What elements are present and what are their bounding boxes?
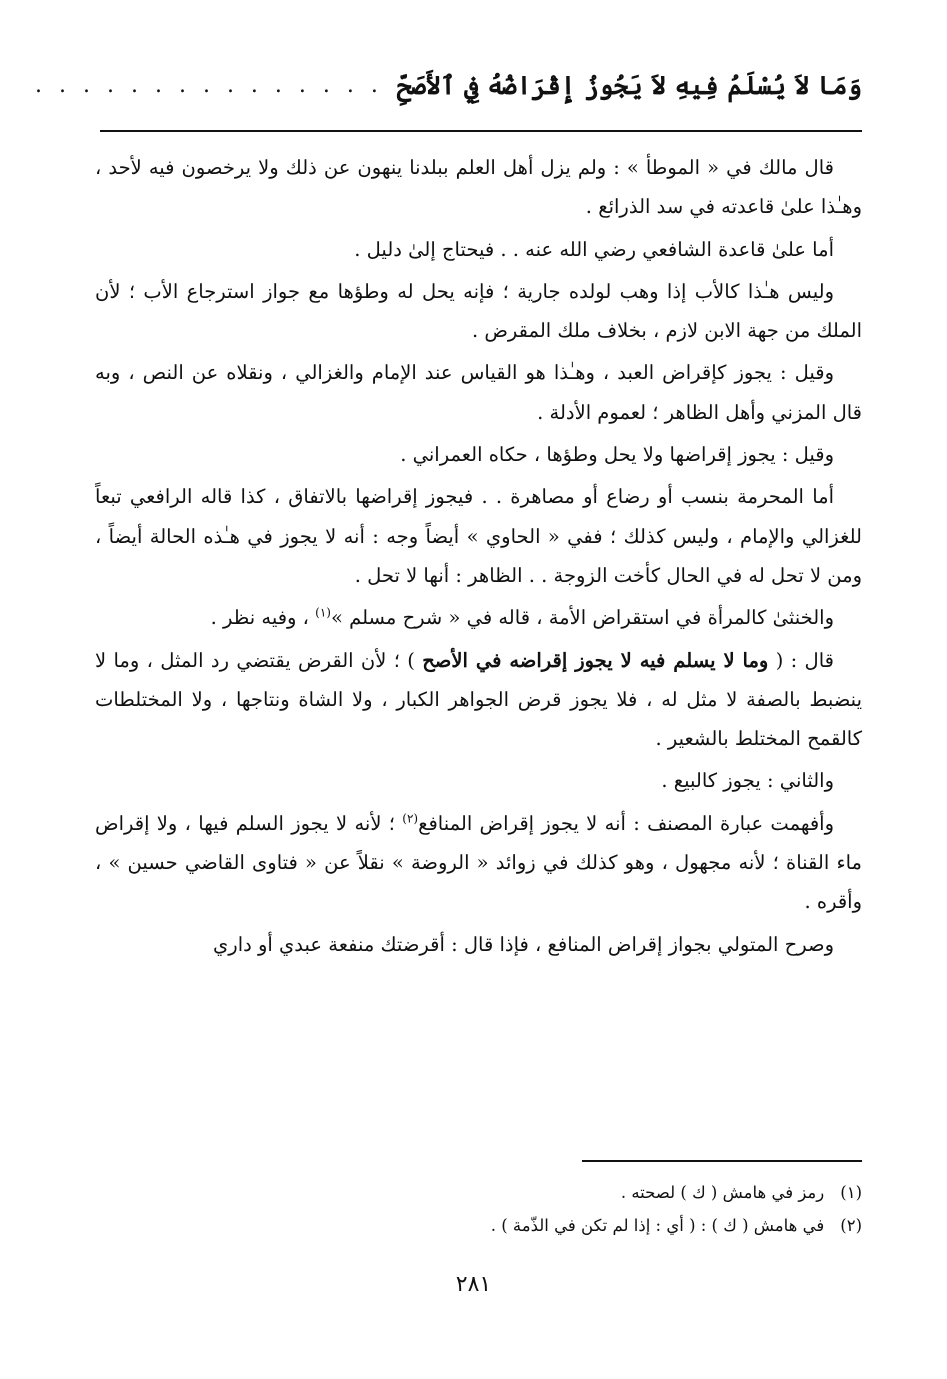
paragraph-thani: والثاني : يجوز كالبيع . xyxy=(661,769,834,793)
paragraph-khuntha xyxy=(95,598,862,637)
matn-rest: ) ؛ لأن القرض يقتضي رد المثل ، وما لا ينضبط بالصفة لا مثل له ، فلا يجوز قرض الجواهر الكبار ، ولا الشاة ونتاجها ، ولا المختلطات كالقمح المختلط بالشعير . xyxy=(95,648,862,751)
running-header xyxy=(35,60,862,110)
paragraph-mutawalli: وصرح المتولي بجواز إقراض المنافع ، فإذا قال : أقرضتك منفعة عبدي أو داري xyxy=(213,932,834,956)
main-text xyxy=(95,148,862,967)
footnote-number: (٢) xyxy=(840,1216,862,1235)
afhamat-text: وأفهمت عبارة المصنف : أنه لا يجوز إقراض المنافع xyxy=(418,811,834,835)
matn-bold: وما لا يسلم فيه لا يجوز إقراضه في الأصح xyxy=(422,648,769,672)
khuntha-text-end: ، وفيه نظر . xyxy=(210,606,316,630)
khuntha-text: والخنثىٰ كالمرأة في استقراض الأمة ، قاله في « شرح مسلم » xyxy=(330,606,834,630)
header-divider xyxy=(100,130,862,132)
header-dots: . . . . . . . . . . . . . . . xyxy=(35,72,383,98)
paragraph-qil-1: وقيل : يجوز كإقراض العبد ، وهـٰذا هو القياس عند الإمام والغزالي ، ونقلاه عن النص ، وبه قال المزني وأهل الظاهر ؛ لعموم الأدلة . xyxy=(95,361,862,424)
header-title: وَمَا لاَ يُسْلَمُ فِيهِ لاَ يَجُوزُ إِقْرَاضُهُ فِي ٱلأَصَحِّ xyxy=(396,70,862,100)
footnote-ref-1[interactable]: (١) xyxy=(315,605,331,620)
paragraph-afhamat xyxy=(95,804,862,922)
paragraph-shafii: أما علىٰ قاعدة الشافعي رضي الله عنه . . فيحتاج إلىٰ دليل . xyxy=(354,237,834,261)
paragraph-ab: وليس هـٰذا كالأب إذا وهب لولده جارية ؛ فإنه يحل له وطؤها مع جواز استرجاع الأب ؛ لأن الملك من جهة الابن لازم ، بخلاف ملك المقرض . xyxy=(95,279,862,343)
footnote-text: رمز في هامش ( ك ) لصحته . xyxy=(620,1183,825,1202)
paragraph-qil-2: وقيل : يجوز إقراضها ولا يحل وطؤها ، حكاه العمراني . xyxy=(400,443,834,467)
page-number: ٢٨١ xyxy=(455,1272,492,1297)
footnote-1 xyxy=(95,1176,862,1209)
afhamat-text-end: ؛ لأنه لا يجوز السلم فيها ، ولا إقراض ماء القناة ؛ لأنه مجهول ، وهو كذلك في زوائد « الروضة » نقلاً عن « فتاوى القاضي حسين » ، وأقره . xyxy=(95,811,862,914)
footnotes xyxy=(95,1176,862,1242)
footnote-divider xyxy=(582,1160,862,1162)
paragraph-muharrama: أما المحرمة بنسب أو رضاع أو مصاهرة . . فيجوز إقراضها بالاتفاق ، كذا قاله الرافعي تبعاً للغزالي والإمام ، وليس كذلك ؛ ففي « الحاوي » أيضاً وجه : أنه لا يجوز في هـٰذه الحالة أيضاً ، ومن لا تحل له في الحال كأخت الزوجة . . الظاهر : أنها لا تحل . xyxy=(95,485,862,587)
footnote-text: في هامش ( ك ) : ( أي : إذا لم تكن في الذّمة ) . xyxy=(490,1216,825,1235)
footnote-number: (١) xyxy=(840,1183,862,1202)
footnote-2 xyxy=(95,1209,862,1242)
paragraph-matn xyxy=(95,641,862,759)
footnote-ref-2[interactable]: (٢) xyxy=(402,811,419,826)
matn-open: قال : ( xyxy=(768,648,834,672)
paragraph-malik: قال مالك في « الموطأ » : ولم يزل أهل العلم ببلدنا ينهون عن ذلك ولا يرخصون فيه لأحد ، وهـٰذا علىٰ قاعدته في سد الذرائع . xyxy=(95,156,862,219)
